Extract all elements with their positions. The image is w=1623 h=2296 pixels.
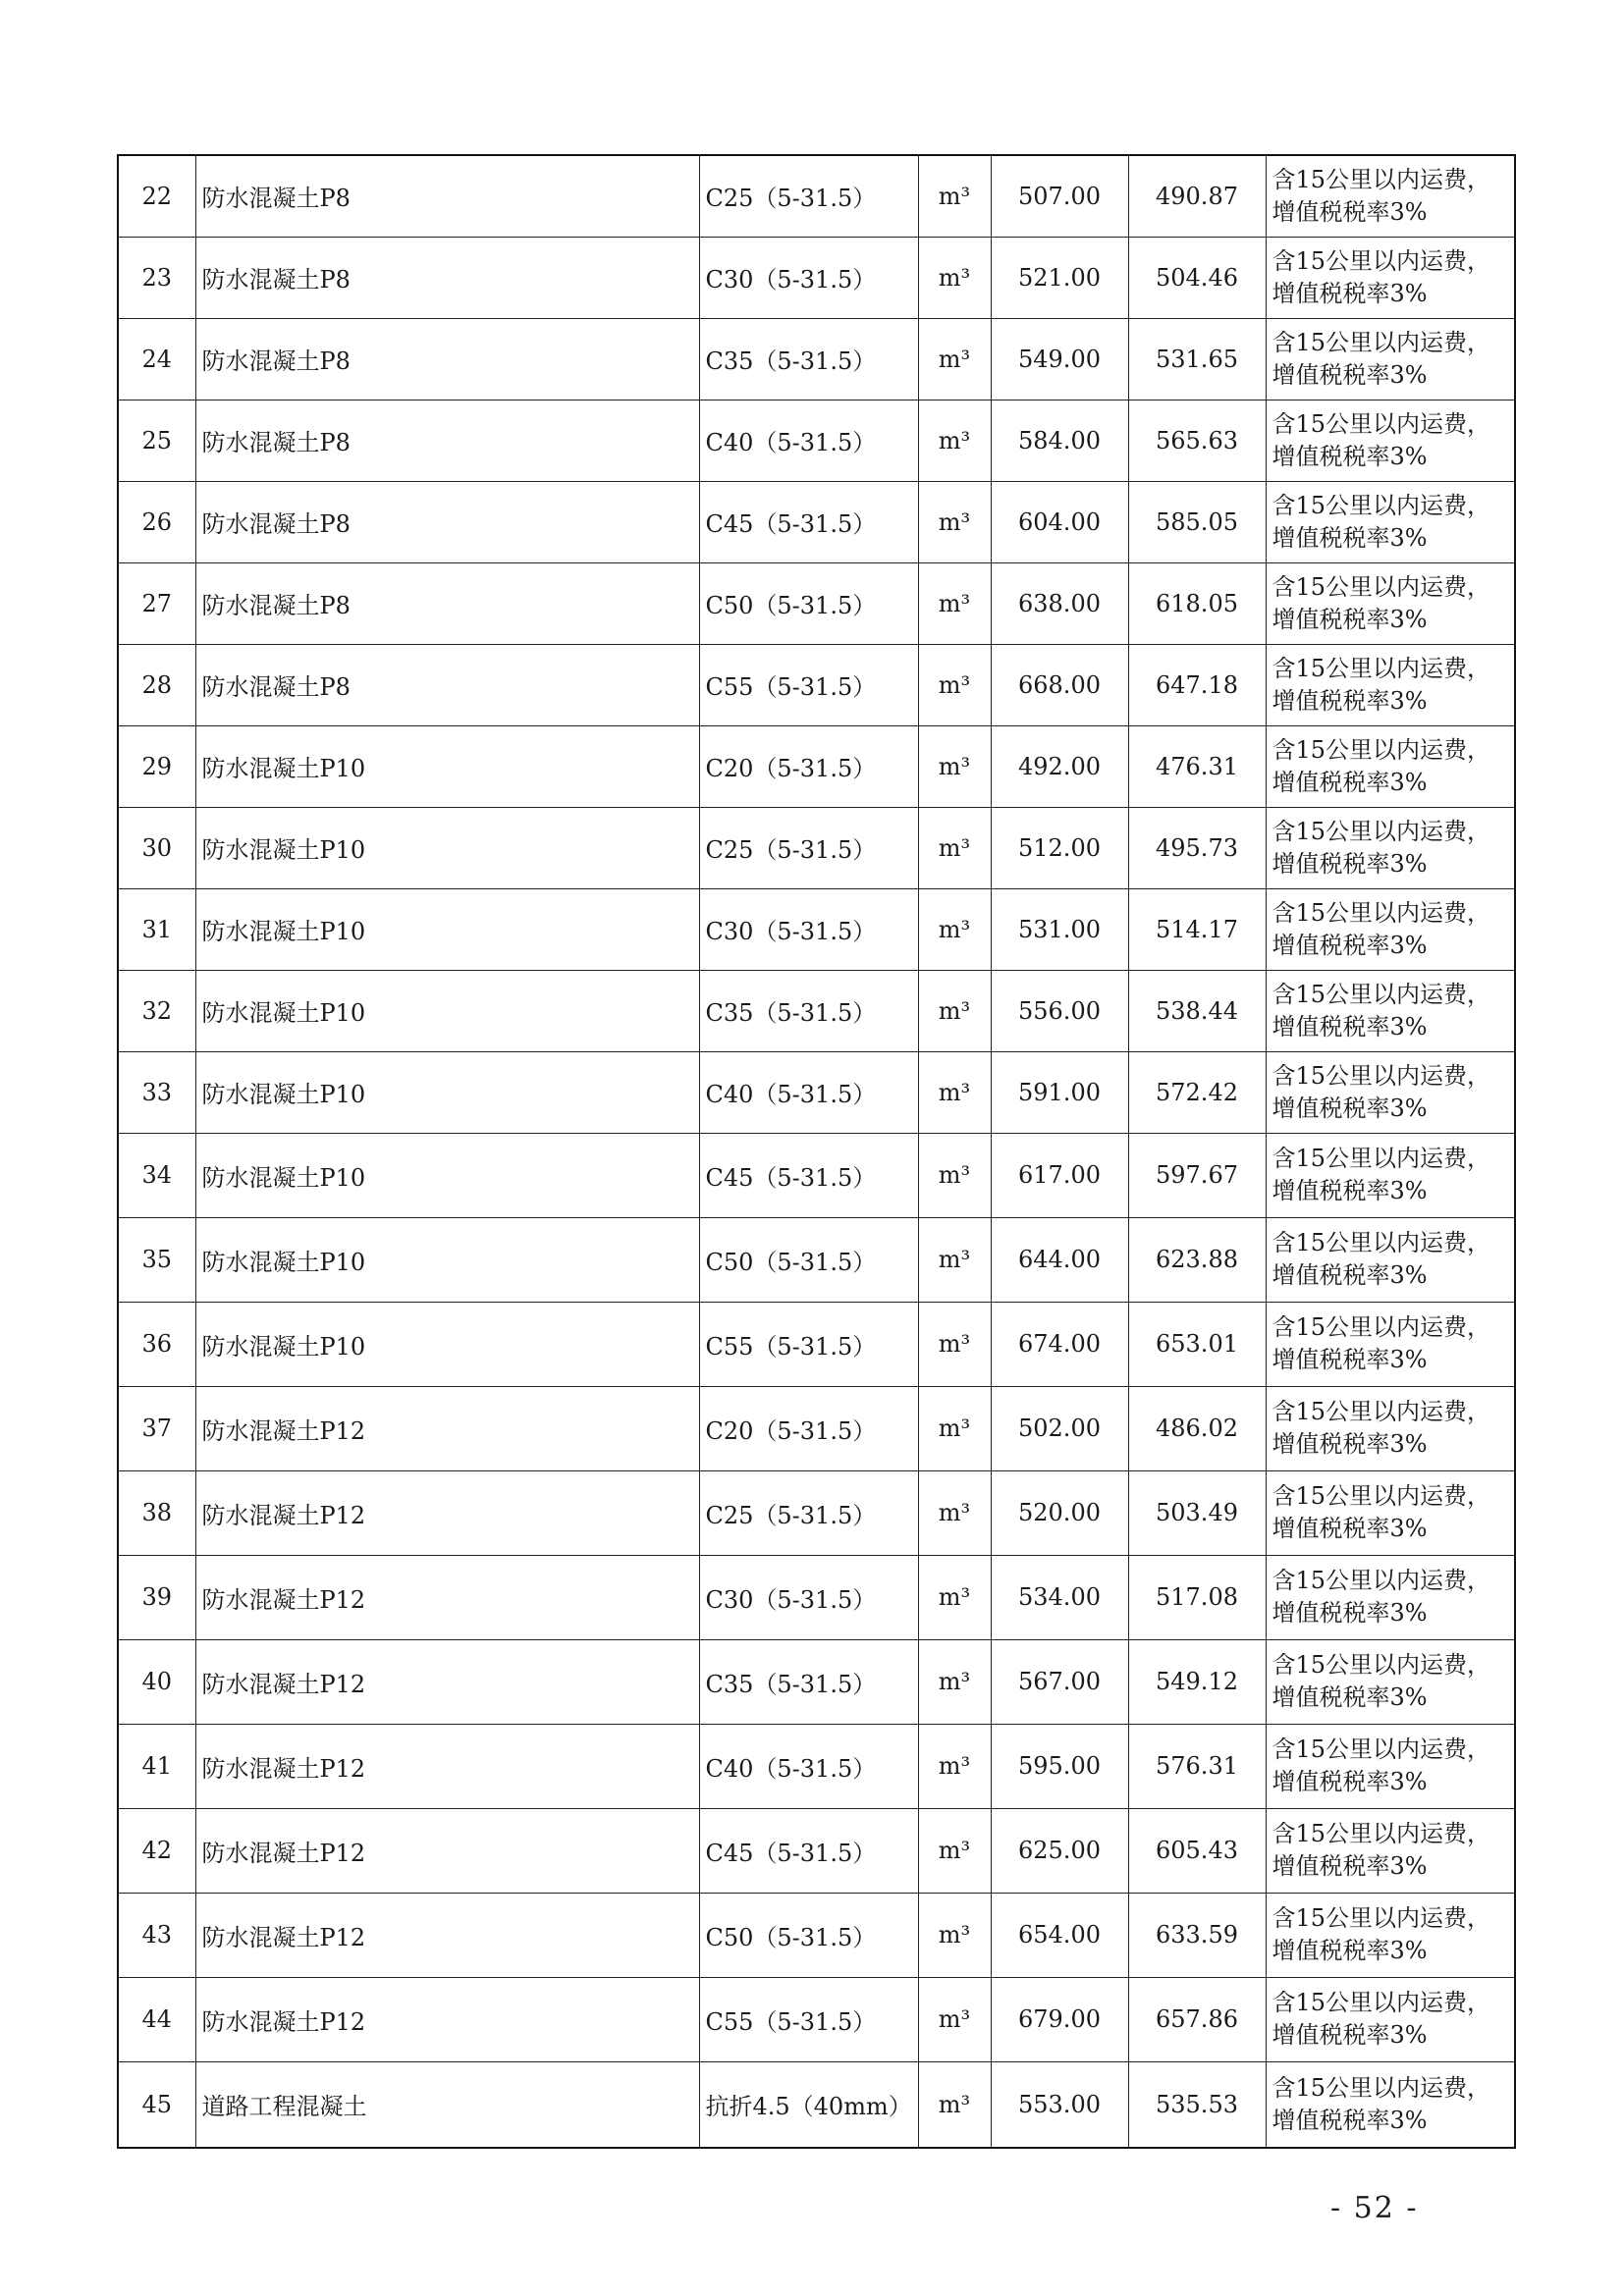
item-name: 防水混凝土P8	[195, 155, 699, 237]
remark	[1266, 155, 1515, 237]
item-spec: C25（5-31.5）	[699, 807, 918, 888]
row-number: 37	[118, 1386, 195, 1470]
remark	[1266, 1555, 1515, 1639]
item-name: 防水混凝土P10	[195, 1051, 699, 1133]
item-unit: m³	[918, 237, 991, 318]
price-excl: 476.31	[1128, 725, 1266, 807]
remark-line-1: 含15公里以内运费，	[1271, 165, 1491, 193]
item-spec: C45（5-31.5）	[699, 481, 918, 562]
remark-line-2: 增值税税率3%	[1271, 1012, 1428, 1041]
row-number: 24	[118, 318, 195, 400]
item-unit: m³	[918, 888, 991, 970]
row-number: 44	[118, 1977, 195, 2061]
price-excl: 490.87	[1128, 155, 1266, 237]
item-unit: m³	[918, 1051, 991, 1133]
item-spec: C40（5-31.5）	[699, 400, 918, 481]
row-number: 38	[118, 1470, 195, 1555]
price-excl: 618.05	[1128, 562, 1266, 644]
item-name: 防水混凝土P12	[195, 1893, 699, 1977]
price-excl: 657.86	[1128, 1977, 1266, 2061]
price-excl: 504.46	[1128, 237, 1266, 318]
price-with-freight: 549.00	[991, 318, 1128, 400]
price-excl: 486.02	[1128, 1386, 1266, 1470]
price-with-freight: 534.00	[991, 1555, 1128, 1639]
price-with-freight: 567.00	[991, 1639, 1128, 1724]
remark	[1266, 807, 1515, 888]
price-excl: 495.73	[1128, 807, 1266, 888]
row-number: 39	[118, 1555, 195, 1639]
row-number: 31	[118, 888, 195, 970]
table-row	[118, 1302, 1515, 1386]
price-excl: 576.31	[1128, 1724, 1266, 1808]
remark-line-2: 增值税税率3%	[1271, 197, 1428, 226]
item-unit: m³	[918, 1302, 991, 1386]
remark-line-1: 含15公里以内运费，	[1271, 980, 1491, 1008]
remark-line-2: 增值税税率3%	[1271, 1261, 1428, 1289]
table-row	[118, 888, 1515, 970]
price-with-freight: 617.00	[991, 1133, 1128, 1217]
price-with-freight: 668.00	[991, 644, 1128, 725]
row-number: 32	[118, 970, 195, 1051]
remark	[1266, 237, 1515, 318]
price-excl: 503.49	[1128, 1470, 1266, 1555]
row-number: 34	[118, 1133, 195, 1217]
remark-line-2: 增值税税率3%	[1271, 2106, 1428, 2134]
price-excl: 531.65	[1128, 318, 1266, 400]
remark-line-1: 含15公里以内运费，	[1271, 735, 1491, 764]
item-unit: m³	[918, 970, 991, 1051]
row-number: 30	[118, 807, 195, 888]
item-unit: m³	[918, 562, 991, 644]
item-spec: C50（5-31.5）	[699, 562, 918, 644]
price-with-freight: 679.00	[991, 1977, 1128, 2061]
table-row	[118, 1639, 1515, 1724]
remark-line-1: 含15公里以内运费，	[1271, 898, 1491, 927]
price-table	[117, 154, 1516, 2149]
table-row	[118, 237, 1515, 318]
remark-line-2: 增值税税率3%	[1271, 360, 1428, 389]
price-excl: 549.12	[1128, 1639, 1266, 1724]
item-spec: C35（5-31.5）	[699, 1639, 918, 1724]
item-name: 防水混凝土P10	[195, 1302, 699, 1386]
item-spec: C50（5-31.5）	[699, 1217, 918, 1302]
remark-line-1: 含15公里以内运费，	[1271, 2073, 1491, 2102]
remark	[1266, 644, 1515, 725]
item-name: 防水混凝土P10	[195, 1133, 699, 1217]
item-spec: C25（5-31.5）	[699, 1470, 918, 1555]
item-spec: C20（5-31.5）	[699, 1386, 918, 1470]
price-excl: 572.42	[1128, 1051, 1266, 1133]
table-row	[118, 807, 1515, 888]
item-unit: m³	[918, 1217, 991, 1302]
remark-line-2: 增值税税率3%	[1271, 2021, 1428, 2049]
item-spec: C30（5-31.5）	[699, 1555, 918, 1639]
remark-line-2: 增值税税率3%	[1271, 1852, 1428, 1880]
price-with-freight: 625.00	[991, 1808, 1128, 1893]
remark	[1266, 1470, 1515, 1555]
price-with-freight: 502.00	[991, 1386, 1128, 1470]
item-name: 防水混凝土P10	[195, 1217, 699, 1302]
remark	[1266, 888, 1515, 970]
item-spec: C55（5-31.5）	[699, 1302, 918, 1386]
price-with-freight: 638.00	[991, 562, 1128, 644]
item-spec: C45（5-31.5）	[699, 1133, 918, 1217]
remark-line-1: 含15公里以内运费，	[1271, 654, 1491, 682]
item-unit: m³	[918, 1639, 991, 1724]
price-excl: 517.08	[1128, 1555, 1266, 1639]
item-spec: C55（5-31.5）	[699, 644, 918, 725]
remark-line-2: 增值税税率3%	[1271, 1430, 1428, 1458]
item-name: 防水混凝土P8	[195, 562, 699, 644]
remark	[1266, 318, 1515, 400]
item-spec: C40（5-31.5）	[699, 1051, 918, 1133]
remark-line-1: 含15公里以内运费，	[1271, 817, 1491, 845]
item-spec: C35（5-31.5）	[699, 970, 918, 1051]
remark-line-2: 增值税税率3%	[1271, 1768, 1428, 1795]
remark-line-1: 含15公里以内运费，	[1271, 1061, 1491, 1090]
remark	[1266, 1639, 1515, 1724]
remark	[1266, 1893, 1515, 1977]
remark-line-1: 含15公里以内运费，	[1271, 1651, 1491, 1679]
remark	[1266, 725, 1515, 807]
price-excl: 538.44	[1128, 970, 1266, 1051]
item-unit: m³	[918, 1133, 991, 1217]
item-unit: m³	[918, 1893, 991, 1977]
remark	[1266, 1133, 1515, 1217]
price-with-freight: 644.00	[991, 1217, 1128, 1302]
item-spec: C35（5-31.5）	[699, 318, 918, 400]
price-excl: 565.63	[1128, 400, 1266, 481]
item-name: 防水混凝土P12	[195, 1977, 699, 2061]
table-row	[118, 1555, 1515, 1639]
remark-line-2: 增值税税率3%	[1271, 1094, 1428, 1122]
item-spec: C50（5-31.5）	[699, 1893, 918, 1977]
remark-line-2: 增值税税率3%	[1271, 279, 1428, 307]
remark-line-1: 含15公里以内运费，	[1271, 409, 1491, 438]
price-excl: 585.05	[1128, 481, 1266, 562]
item-name: 防水混凝土P10	[195, 970, 699, 1051]
price-excl: 623.88	[1128, 1217, 1266, 1302]
item-name: 防水混凝土P12	[195, 1639, 699, 1724]
item-unit: m³	[918, 1386, 991, 1470]
remark	[1266, 970, 1515, 1051]
remark	[1266, 1051, 1515, 1133]
table-row	[118, 1724, 1515, 1808]
row-number: 43	[118, 1893, 195, 1977]
price-excl: 633.59	[1128, 1893, 1266, 1977]
item-name: 防水混凝土P12	[195, 1724, 699, 1808]
row-number: 22	[118, 155, 195, 237]
item-name: 防水混凝土P10	[195, 888, 699, 970]
table-row	[118, 644, 1515, 725]
item-spec: C40（5-31.5）	[699, 1724, 918, 1808]
item-unit: m³	[918, 481, 991, 562]
item-spec: C30（5-31.5）	[699, 237, 918, 318]
row-number: 28	[118, 644, 195, 725]
item-name: 防水混凝土P8	[195, 318, 699, 400]
table-row	[118, 318, 1515, 400]
remark-line-1: 含15公里以内运费，	[1271, 1735, 1491, 1763]
price-with-freight: 531.00	[991, 888, 1128, 970]
item-name: 防水混凝土P8	[195, 237, 699, 318]
item-unit: m³	[918, 1977, 991, 2061]
remark-line-1: 含15公里以内运费，	[1271, 1398, 1491, 1425]
price-excl: 647.18	[1128, 644, 1266, 725]
remark	[1266, 1724, 1515, 1808]
price-with-freight: 520.00	[991, 1470, 1128, 1555]
table-row	[118, 1386, 1515, 1470]
remark-line-1: 含15公里以内运费，	[1271, 1989, 1491, 2016]
price-excl: 597.67	[1128, 1133, 1266, 1217]
item-name: 防水混凝土P12	[195, 1470, 699, 1555]
remark-line-1: 含15公里以内运费，	[1271, 1313, 1491, 1341]
remark	[1266, 1386, 1515, 1470]
row-number: 25	[118, 400, 195, 481]
remark-line-1: 含15公里以内运费，	[1271, 1145, 1491, 1172]
remark-line-1: 含15公里以内运费，	[1271, 491, 1491, 519]
table-row	[118, 562, 1515, 644]
row-number: 35	[118, 1217, 195, 1302]
remark	[1266, 481, 1515, 562]
price-excl: 535.53	[1128, 2061, 1266, 2148]
remark-line-1: 含15公里以内运费，	[1271, 1904, 1491, 1932]
item-unit: m³	[918, 1724, 991, 1808]
remark-line-2: 增值税税率3%	[1271, 605, 1428, 633]
table-row	[118, 155, 1515, 237]
remark-line-1: 含15公里以内运费，	[1271, 572, 1491, 601]
item-unit: m³	[918, 1470, 991, 1555]
remark-line-1: 含15公里以内运费，	[1271, 1482, 1491, 1510]
remark-line-1: 含15公里以内运费，	[1271, 1567, 1491, 1594]
table-row	[118, 1217, 1515, 1302]
item-unit: m³	[918, 155, 991, 237]
table-row	[118, 1051, 1515, 1133]
item-name: 防水混凝土P10	[195, 807, 699, 888]
remark-line-2: 增值税税率3%	[1271, 849, 1428, 878]
price-excl: 653.01	[1128, 1302, 1266, 1386]
table-row	[118, 400, 1515, 481]
table-row	[118, 1808, 1515, 1893]
item-unit: m³	[918, 644, 991, 725]
table-row	[118, 1470, 1515, 1555]
item-unit: m³	[918, 1555, 991, 1639]
price-with-freight: 553.00	[991, 2061, 1128, 2148]
remark-line-2: 增值税税率3%	[1271, 1683, 1428, 1711]
remark	[1266, 2061, 1515, 2148]
item-name: 防水混凝土P12	[195, 1808, 699, 1893]
price-with-freight: 556.00	[991, 970, 1128, 1051]
row-number: 29	[118, 725, 195, 807]
table-row	[118, 1977, 1515, 2061]
item-name: 防水混凝土P8	[195, 481, 699, 562]
remark-line-2: 增值税税率3%	[1271, 1937, 1428, 1964]
price-with-freight: 512.00	[991, 807, 1128, 888]
price-with-freight: 584.00	[991, 400, 1128, 481]
row-number: 41	[118, 1724, 195, 1808]
item-name: 防水混凝土P12	[195, 1555, 699, 1639]
item-spec: C45（5-31.5）	[699, 1808, 918, 1893]
price-with-freight: 595.00	[991, 1724, 1128, 1808]
remark-line-1: 含15公里以内运费，	[1271, 246, 1491, 275]
row-number: 40	[118, 1639, 195, 1724]
remark-line-1: 含15公里以内运费，	[1271, 1229, 1491, 1256]
table-row	[118, 970, 1515, 1051]
price-with-freight: 492.00	[991, 725, 1128, 807]
remark-line-2: 增值税税率3%	[1271, 1599, 1428, 1627]
item-spec: C20（5-31.5）	[699, 725, 918, 807]
page-number: - 52 -	[1330, 2191, 1419, 2225]
row-number: 45	[118, 2061, 195, 2148]
remark-line-2: 增值税税率3%	[1271, 768, 1428, 796]
remark-line-2: 增值税税率3%	[1271, 1515, 1428, 1542]
remark-line-2: 增值税税率3%	[1271, 442, 1428, 470]
remark-line-2: 增值税税率3%	[1271, 523, 1428, 552]
item-unit: m³	[918, 318, 991, 400]
item-unit: m³	[918, 2061, 991, 2148]
remark	[1266, 400, 1515, 481]
item-name: 道路工程混凝土	[195, 2061, 699, 2148]
item-spec: C30（5-31.5）	[699, 888, 918, 970]
remark-line-1: 含15公里以内运费，	[1271, 1820, 1491, 1847]
item-spec: C55（5-31.5）	[699, 1977, 918, 2061]
price-excl: 605.43	[1128, 1808, 1266, 1893]
table-row	[118, 2061, 1515, 2148]
table-row	[118, 1133, 1515, 1217]
item-name: 防水混凝土P12	[195, 1386, 699, 1470]
item-spec: 抗折4.5（40mm）	[699, 2061, 918, 2148]
remark-line-2: 增值税税率3%	[1271, 931, 1428, 959]
table-row	[118, 1893, 1515, 1977]
table-row	[118, 725, 1515, 807]
price-with-freight: 507.00	[991, 155, 1128, 237]
remark	[1266, 562, 1515, 644]
price-with-freight: 674.00	[991, 1302, 1128, 1386]
price-with-freight: 521.00	[991, 237, 1128, 318]
item-unit: m³	[918, 1808, 991, 1893]
remark-line-2: 增值税税率3%	[1271, 686, 1428, 715]
remark	[1266, 1977, 1515, 2061]
remark-line-2: 增值税税率3%	[1271, 1177, 1428, 1204]
item-name: 防水混凝土P10	[195, 725, 699, 807]
item-name: 防水混凝土P8	[195, 400, 699, 481]
remark-line-1: 含15公里以内运费，	[1271, 328, 1491, 356]
row-number: 26	[118, 481, 195, 562]
price-with-freight: 591.00	[991, 1051, 1128, 1133]
row-number: 27	[118, 562, 195, 644]
table-row	[118, 481, 1515, 562]
item-spec: C25（5-31.5）	[699, 155, 918, 237]
remark-line-2: 增值税税率3%	[1271, 1346, 1428, 1373]
remark	[1266, 1217, 1515, 1302]
row-number: 36	[118, 1302, 195, 1386]
row-number: 42	[118, 1808, 195, 1893]
row-number: 33	[118, 1051, 195, 1133]
item-unit: m³	[918, 400, 991, 481]
price-with-freight: 654.00	[991, 1893, 1128, 1977]
price-with-freight: 604.00	[991, 481, 1128, 562]
item-unit: m³	[918, 725, 991, 807]
price-excl: 514.17	[1128, 888, 1266, 970]
remark	[1266, 1808, 1515, 1893]
row-number: 23	[118, 237, 195, 318]
item-unit: m³	[918, 807, 991, 888]
item-name: 防水混凝土P8	[195, 644, 699, 725]
table-body	[118, 155, 1515, 2148]
remark	[1266, 1302, 1515, 1386]
